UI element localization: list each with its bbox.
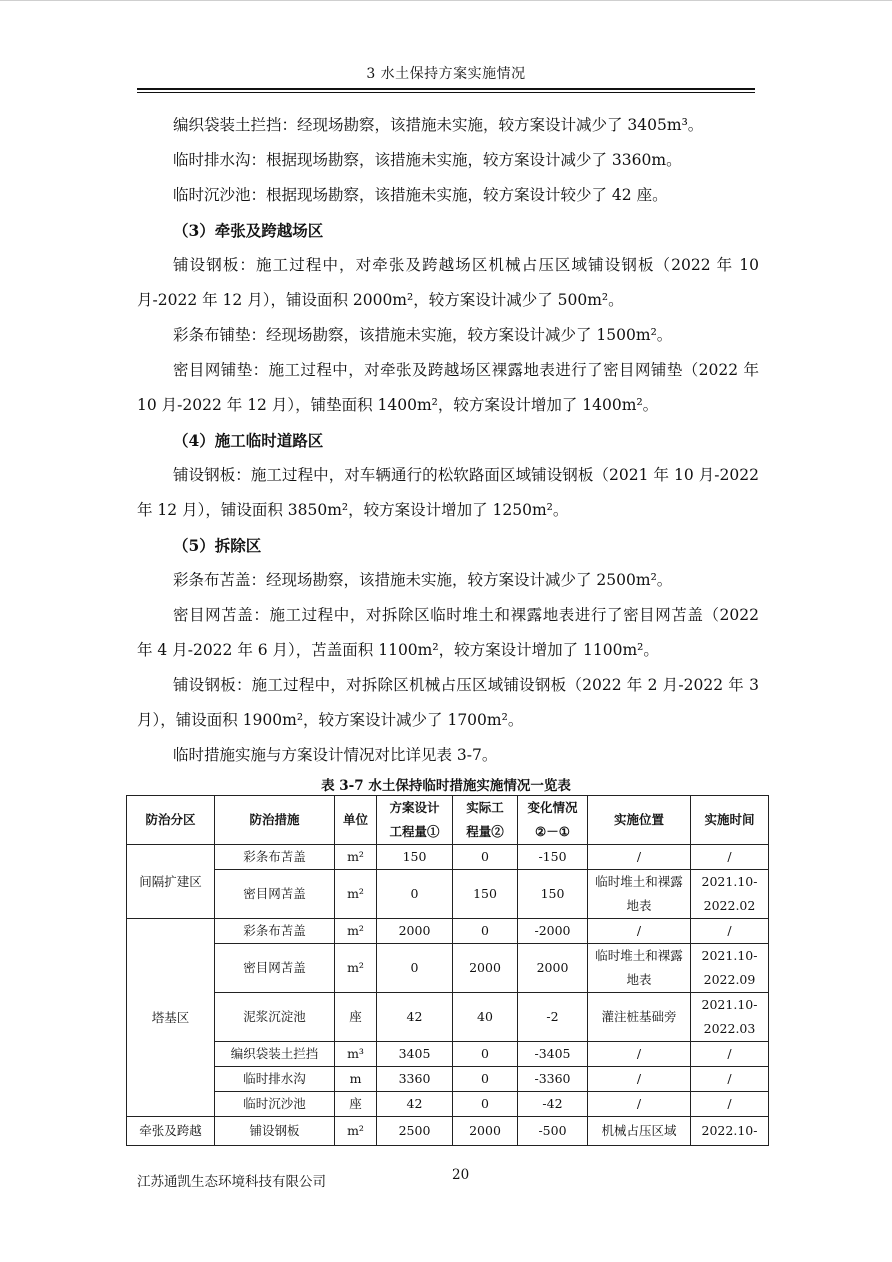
table-row: [127, 845, 769, 870]
cell-time: /: [691, 1042, 769, 1067]
footer-page-number: 20: [452, 1167, 470, 1183]
header-unit: 单位: [335, 796, 377, 845]
cell-design: 3360: [377, 1067, 453, 1092]
table-header-row: [127, 796, 769, 845]
cell-design: 2000: [377, 919, 453, 944]
cell-zone: 间隔扩建区: [127, 845, 215, 919]
paragraph-color-cloth-demolition: 彩条布苫盖：经现场勘察，该措施未实施，较方案设计减少了 2500m²。: [173, 571, 673, 589]
cell-change: -2: [518, 993, 588, 1042]
cell-design: 2500: [377, 1117, 453, 1146]
cell-time: /: [691, 845, 769, 870]
cell-unit: m²: [335, 944, 377, 993]
cell-unit: 座: [335, 993, 377, 1042]
cell-time: 2022.10-: [691, 1117, 769, 1146]
table-row: [127, 993, 769, 1042]
cell-zone: 塔基区: [127, 919, 215, 1117]
cell-actual: 0: [453, 1042, 518, 1067]
footer-company-name: 江苏通凯生态环境科技有限公司: [137, 1174, 326, 1190]
cell-location: 灌注桩基础旁: [588, 993, 691, 1042]
cell-time: 2021.10-2022.09: [691, 944, 769, 993]
cell-change: 150: [518, 870, 588, 919]
cell-actual: 0: [453, 1092, 518, 1117]
table-row: [127, 1042, 769, 1067]
table-row: [127, 870, 769, 919]
measures-table: [126, 795, 769, 1146]
cell-change: -2000: [518, 919, 588, 944]
cell-change: -500: [518, 1117, 588, 1146]
cell-time: /: [691, 1092, 769, 1117]
cell-actual: 0: [453, 919, 518, 944]
cell-measure: 密目网苫盖: [215, 870, 335, 919]
header-rule-thin: [137, 92, 755, 93]
cell-location: /: [588, 845, 691, 870]
cell-change: 2000: [518, 944, 588, 993]
paragraph-dense-net-demolition: 密目网苫盖：施工过程中，对拆除区临时堆土和裸露地表进行了密目网苫盖（2022 年 4 月-2022 年 6 月），苫盖面积 1100m²，较方案设计增加了 1100m²。: [137, 606, 759, 659]
cell-design: 0: [377, 870, 453, 919]
cell-location: /: [588, 1042, 691, 1067]
table-row: [127, 1067, 769, 1092]
cell-location: 临时堆土和裸露地表: [588, 870, 691, 919]
cell-change: -42: [518, 1092, 588, 1117]
cell-measure: 彩条布苫盖: [215, 845, 335, 870]
table-row: [127, 944, 769, 993]
table-row: [127, 1117, 769, 1146]
table-row: [127, 1092, 769, 1117]
cell-design: 42: [377, 993, 453, 1042]
section-heading-demolition: （5）拆除区: [173, 536, 262, 555]
cell-actual: 0: [453, 845, 518, 870]
section-heading-tension-area: （3）牵张及跨越场区: [173, 221, 324, 240]
cell-location: 临时堆土和裸露地表: [588, 944, 691, 993]
cell-time: /: [691, 919, 769, 944]
paragraph-steel-plate-demolition: 铺设钢板：施工过程中，对拆除区机械占压区域铺设钢板（2022 年 2 月-2022 年 3 月），铺设面积 1900m²，较方案设计减少了 1700m²。: [137, 676, 759, 729]
cell-measure: 临时沉沙池: [215, 1092, 335, 1117]
cell-unit: m²: [335, 870, 377, 919]
cell-measure: 编织袋装土拦挡: [215, 1042, 335, 1067]
cell-change: -150: [518, 845, 588, 870]
cell-location: /: [588, 1067, 691, 1092]
cell-zone: 牵张及跨越: [127, 1117, 215, 1146]
header-design-quantity: 方案设计 工程量①: [377, 796, 453, 845]
cell-unit: m²: [335, 845, 377, 870]
cell-unit: 座: [335, 1092, 377, 1117]
paragraph-color-cloth-tension: 彩条布铺垫：经现场勘察，该措施未实施，较方案设计减少了 1500m²。: [173, 326, 673, 344]
table-row: [127, 919, 769, 944]
cell-change: -3360: [518, 1067, 588, 1092]
header-rule-thick: [137, 88, 755, 90]
cell-actual: 40: [453, 993, 518, 1042]
cell-unit: m²: [335, 1117, 377, 1146]
paragraph-dense-net-tension: 密目网铺垫：施工过程中，对牵张及跨越场区裸露地表进行了密目网铺垫（2022 年 10 月-2022 年 12 月），铺垫面积 1400m²，较方案设计增加了 1400m²。: [137, 361, 759, 414]
paragraph-sediment-pond: 临时沉沙池：根据现场勘察，该措施未实施，较方案设计较少了 42 座。: [173, 186, 668, 204]
cell-actual: 2000: [453, 944, 518, 993]
cell-design: 0: [377, 944, 453, 993]
page-header-title: 3 水土保持方案实施情况: [366, 66, 526, 82]
cell-measure: 铺设钢板: [215, 1117, 335, 1146]
body-text: [137, 108, 759, 773]
cell-unit: m: [335, 1067, 377, 1092]
paragraph-steel-plate-road: 铺设钢板：施工过程中，对车辆通行的松软路面区域铺设钢板（2021 年 10 月-2022 年 12 月），铺设面积 3850m²，较方案设计增加了 1250m²。: [137, 466, 759, 519]
cell-unit: m³: [335, 1042, 377, 1067]
cell-actual: 0: [453, 1067, 518, 1092]
cell-time: 2021.10-2022.03: [691, 993, 769, 1042]
paragraph-table-reference: 临时措施实施与方案设计情况对比详见表 3-7。: [173, 746, 498, 764]
header-location: 实施位置: [588, 796, 691, 845]
header-zone: 防治分区: [127, 796, 215, 845]
cell-measure: 彩条布苫盖: [215, 919, 335, 944]
cell-location: /: [588, 919, 691, 944]
paragraph-drain-ditch: 临时排水沟：根据现场勘察，该措施未实施，较方案设计减少了 3360m。: [173, 151, 682, 169]
cell-time: /: [691, 1067, 769, 1092]
cell-measure: 密目网苫盖: [215, 944, 335, 993]
paragraph-bag-barrier: 编织袋装土拦挡：经现场勘察，该措施未实施，较方案设计减少了 3405m³。: [173, 116, 704, 134]
cell-location: 机械占压区域: [588, 1117, 691, 1146]
cell-measure: 泥浆沉淀池: [215, 993, 335, 1042]
section-heading-temp-road: （4）施工临时道路区: [173, 431, 324, 450]
cell-unit: m²: [335, 919, 377, 944]
cell-location: /: [588, 1092, 691, 1117]
cell-design: 3405: [377, 1042, 453, 1067]
header-measure: 防治措施: [215, 796, 335, 845]
cell-design: 42: [377, 1092, 453, 1117]
header-actual-quantity: 实际工 程量②: [453, 796, 518, 845]
cell-measure: 临时排水沟: [215, 1067, 335, 1092]
cell-change: -3405: [518, 1042, 588, 1067]
cell-time: 2021.10-2022.02: [691, 870, 769, 919]
page-top-border: [0, 0, 892, 1]
cell-actual: 150: [453, 870, 518, 919]
paragraph-steel-plate-tension: 铺设钢板：施工过程中，对牵张及跨越场区机械占压区域铺设钢板（2022 年 10 月-2022 年 12 月），铺设面积 2000m²，较方案设计减少了 500m²。: [137, 256, 759, 309]
cell-design: 150: [377, 845, 453, 870]
table-title: 表 3-7 水土保持临时措施实施情况一览表: [321, 778, 571, 794]
header-change: 变化情况 ②－①: [518, 796, 588, 845]
header-time: 实施时间: [691, 796, 769, 845]
cell-actual: 2000: [453, 1117, 518, 1146]
